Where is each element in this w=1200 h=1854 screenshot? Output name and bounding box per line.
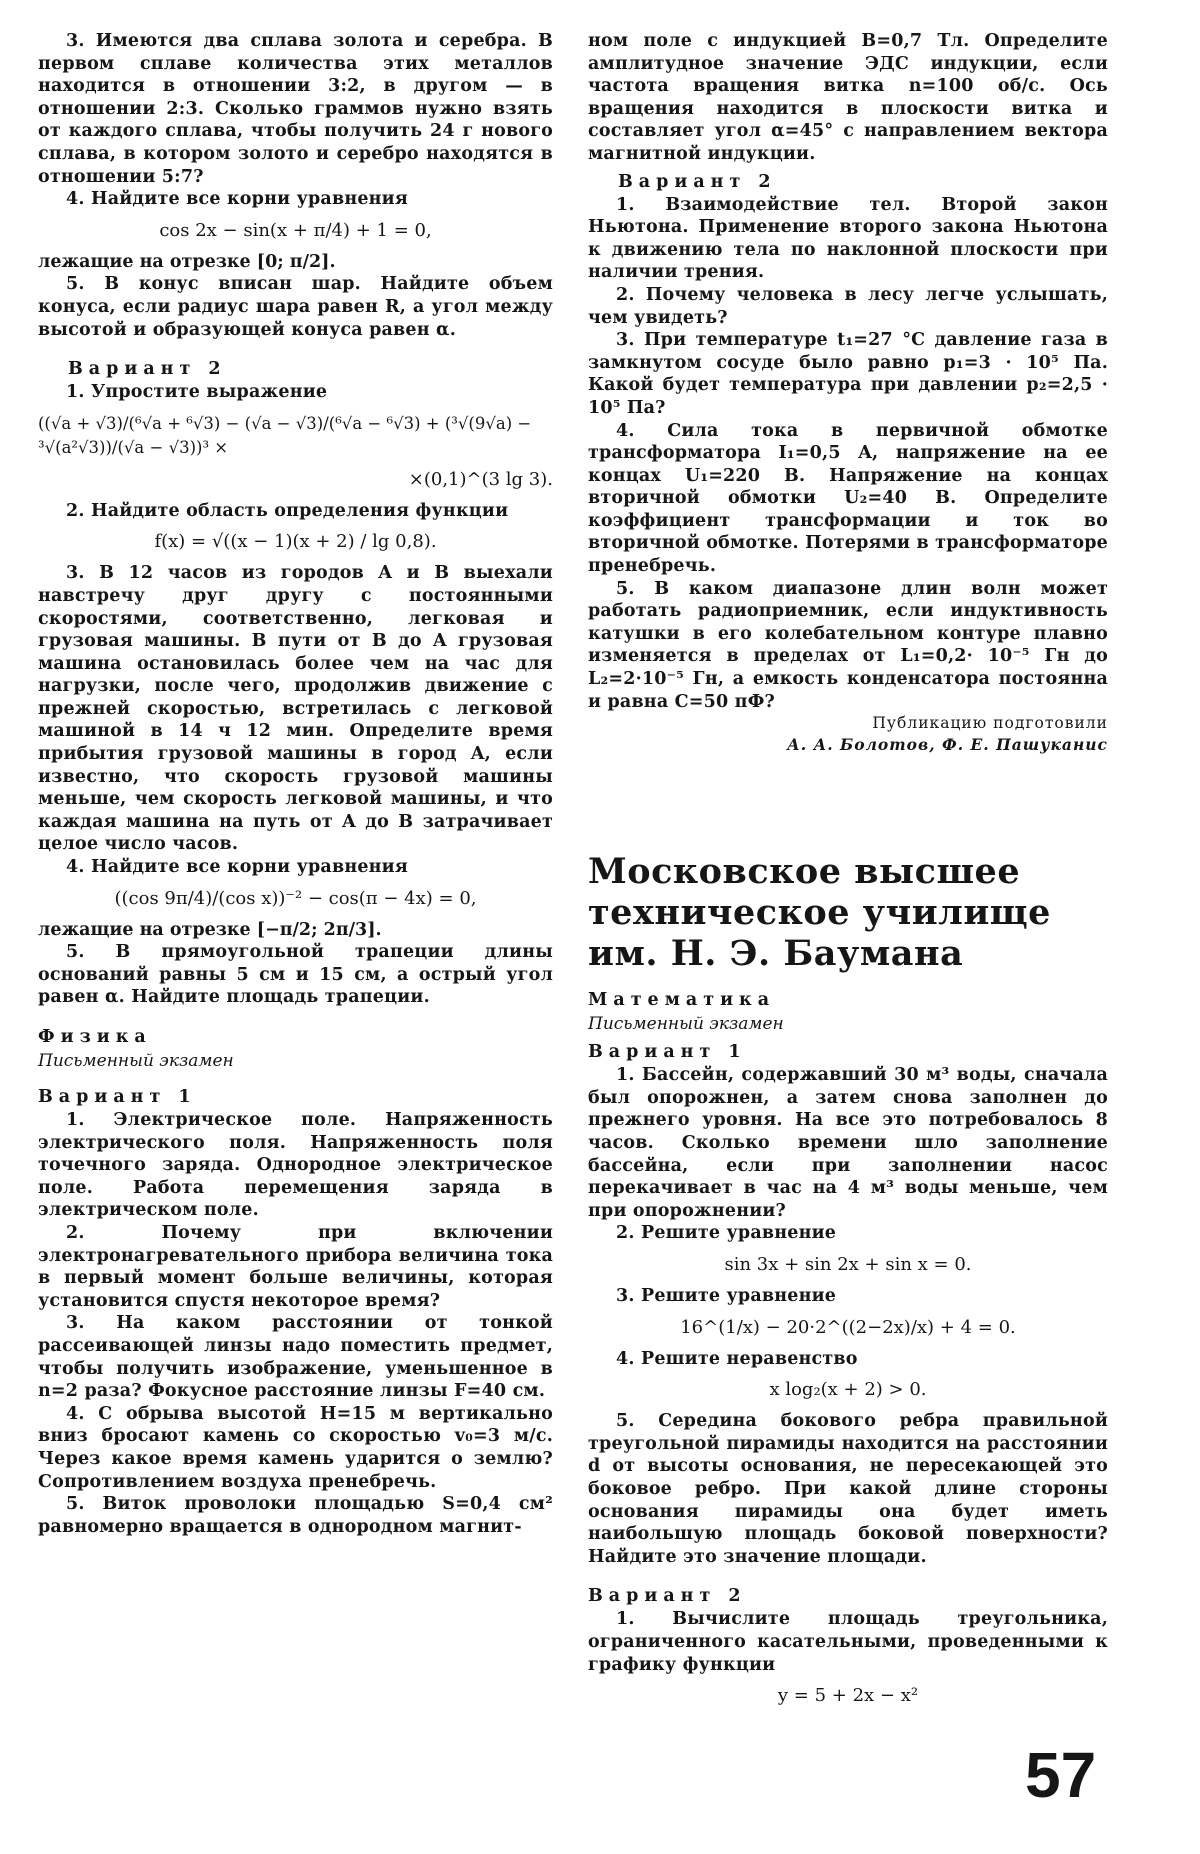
variant-heading: Вариант 2 bbox=[618, 171, 777, 192]
formula: x log₂(x + 2) > 0. bbox=[769, 1379, 927, 1401]
formula: ((√a + √3)/(⁶√a + ⁶√3) − (√a − √3)/(⁶√a − ⁶√3) + (³√(9√a) − ³√(a²√3))/(√a − √3))³ × bbox=[38, 413, 532, 457]
problem-text: 5. В конус вписан шар. Найдите объем конуса, если радиус шара равен R, а угол между высотой и образующей конуса равен α. bbox=[38, 274, 553, 340]
problem-text: 5. Середина бокового ребра правильной треугольной пирамиды находится на расстоянии d от высоты основания, не пересекающей это боковое ребро. При какой длине стороны основания пирамиды она будет иметь наибольшую площадь боковой поверхности? Найдите это значение площади. bbox=[588, 1411, 1108, 1567]
publication-credit: Публикацию подготовили bbox=[872, 714, 1108, 733]
problem-text: 2. Найдите область определения функции bbox=[66, 500, 509, 521]
problem-text: 3. При температуре t₁=27 °C давление газа в замкнутом сосуде было равно p₁=3 · 10⁵ Па. Какой будет температура при давлении p₂=2,5 · 10⁵ Па? bbox=[588, 330, 1108, 418]
section-heading: Физика bbox=[38, 1027, 152, 1047]
variant-heading: Вариант 1 bbox=[588, 1042, 747, 1063]
problem-text: 2. Почему при включении электронагревательного прибора величина тока в первый момент больше величины, которая установится спустя некоторое время? bbox=[38, 1222, 553, 1311]
page-number: 57 bbox=[1025, 1739, 1097, 1811]
variant-heading: Вариант 2 bbox=[68, 359, 227, 380]
problem-text: 4. Найдите все корни уравнения bbox=[66, 857, 408, 878]
section-title: Московское высшее техническое училище им. Н. Э. Баумана bbox=[588, 851, 1051, 975]
right-column bbox=[588, 30, 1108, 1716]
authors: А. А. Болотов, Ф. Е. Пашуканис bbox=[787, 735, 1108, 755]
left-column bbox=[38, 30, 553, 1538]
problem-text: 2. Почему человека в лесу легче услышать, чем увидеть? bbox=[588, 284, 1108, 328]
problem-text: 2. Решите уравнение bbox=[616, 1223, 837, 1244]
section-heading: Математика bbox=[588, 990, 776, 1011]
exam-type: Письменный экзамен bbox=[588, 1014, 784, 1035]
formula: ×(0,1)^(3 lg 3). bbox=[408, 468, 553, 490]
problem-text: лежащие на отрезке [−π/2; 2π/3]. bbox=[38, 919, 382, 940]
problem-text: 3. На каком расстоянии от тонкой рассеивающей линзы надо поместить предмет, чтобы получить изображение, уменьшенное в n=2 раза? Фокусное расстояние линзы F=40 см. bbox=[38, 1313, 553, 1402]
variant-heading: Вариант 1 bbox=[38, 1087, 197, 1107]
formula: cos 2x − sin(x + π/4) + 1 = 0, bbox=[159, 219, 432, 241]
problem-text: 3. В 12 часов из городов A и B выехали навстречу друг другу с постоянными скоростями, соответственно, легковая и грузовая машины. В пути от B до A грузовая машина остановилась более чем на час для нагрузки, после чего, продолжив движение с прежней скоростью, встретилась с легковой машиной в 14 ч 12 мин. Определите время прибытия грузовой машины в город A, если известно, что скорость грузовой машины меньше, чем скорость легковой машины, и что каждая машина на путь от A до B затрачивает целое число часов. bbox=[38, 563, 553, 855]
problem-text: 5. В прямоугольной трапеции длины оснований равны 5 см и 15 см, а острый угол равен α. Найдите площадь трапеции. bbox=[38, 942, 553, 1008]
problem-text: 3. Решите уравнение bbox=[616, 1285, 837, 1306]
problem-text: 4. Сила тока в первичной обмотке трансформатора I₁=0,5 A, напряжение на ее концах U₁=220 В. Напряжение на концах вторичной обмотки U₂=40 В. Определите коэффициент трансформации и ток во вторичной обмотке. Потерями в трансформаторе пренебречь. bbox=[588, 420, 1108, 577]
problem-text: 4. С обрыва высотой H=15 м вертикально вниз бросают камень со скоростью v₀=3 м/с. Через какое время камень ударится о землю? Сопротивлением воздуха пренебречь. bbox=[38, 1403, 553, 1492]
problem-text: 4. Найдите все корни уравнения bbox=[66, 189, 408, 210]
formula: f(x) = √((x − 1)(x + 2) / lg 0,8). bbox=[154, 531, 437, 553]
problem-text: 5. Виток проволоки площадью S=0,4 см² равномерно вращается в однородном магнит- bbox=[38, 1494, 553, 1537]
formula: y = 5 + 2x − x² bbox=[777, 1685, 919, 1707]
exam-type: Письменный экзамен bbox=[38, 1051, 234, 1071]
formula: 16^(1/x) − 20·2^((2−2x)/x) + 4 = 0. bbox=[680, 1316, 1016, 1338]
problem-text: 5. В каком диапазоне длин волн может работать радиоприемник, если индуктивность катушки в его колебательном контуре плавно изменяется в пределах от L₁=0,2· 10⁻⁵ Гн до L₂=2·10⁻⁵ Гн, а емкость конденсатора постоянна и равна C=50 пФ? bbox=[588, 578, 1108, 712]
problem-text: 1. Электрическое поле. Напряженность электрического поля. Напряженность поля точечного заряда. Однородное электрическое поле. Работа перемещения заряда в электрическом поле. bbox=[38, 1110, 553, 1221]
problem-text: 1. Вычислите площадь треугольника, ограниченного касательными, проведенными к графику функции bbox=[588, 1609, 1108, 1675]
problem-text: 3. Имеются два сплава золота и серебра. В первом сплаве количества этих металлов находится в отношении 3:2, в другом — в отношении 2:3. Сколько граммов нужно взять от каждого сплава, чтобы получить 24 г нового сплава, в котором золото и серебро находятся в отношении 5:7? bbox=[38, 31, 553, 187]
problem-text: 1. Взаимодействие тел. Второй закон Ньютона. Применение второго закона Ньютона к движению тела по наклонной плоскости при наличии трения. bbox=[588, 194, 1108, 283]
formula: sin 3x + sin 2x + sin x = 0. bbox=[724, 1253, 972, 1275]
problem-text: лежащие на отрезке [0; π/2]. bbox=[38, 251, 336, 272]
formula: ((cos 9π/4)/(cos x))⁻² − cos(π − 4x) = 0, bbox=[114, 887, 477, 909]
problem-text: ном поле с индукцией B=0,7 Тл. Определите амплитудное значение ЭДС индукции, если частота вращения витка n=100 об/с. Ось вращения находится в плоскости витка и составляет угол α=45° с направлением вектора магнитной индукции. bbox=[588, 31, 1108, 164]
problem-text: 1. Бассейн, содержавший 30 м³ воды, сначала был опорожнен, а затем снова заполнен до прежнего уровня. На все это потребовалось 8 часов. Сколько времени шло заполнение бассейна, если при заполнении насос перекачивает в час на 4 м³ воды меньше, чем при опорожнении? bbox=[588, 1065, 1108, 1221]
variant-heading: Вариант 2 bbox=[588, 1586, 747, 1607]
problem-text: 1. Упростите выражение bbox=[66, 382, 328, 403]
problem-text: 4. Решите неравенство bbox=[616, 1348, 858, 1369]
